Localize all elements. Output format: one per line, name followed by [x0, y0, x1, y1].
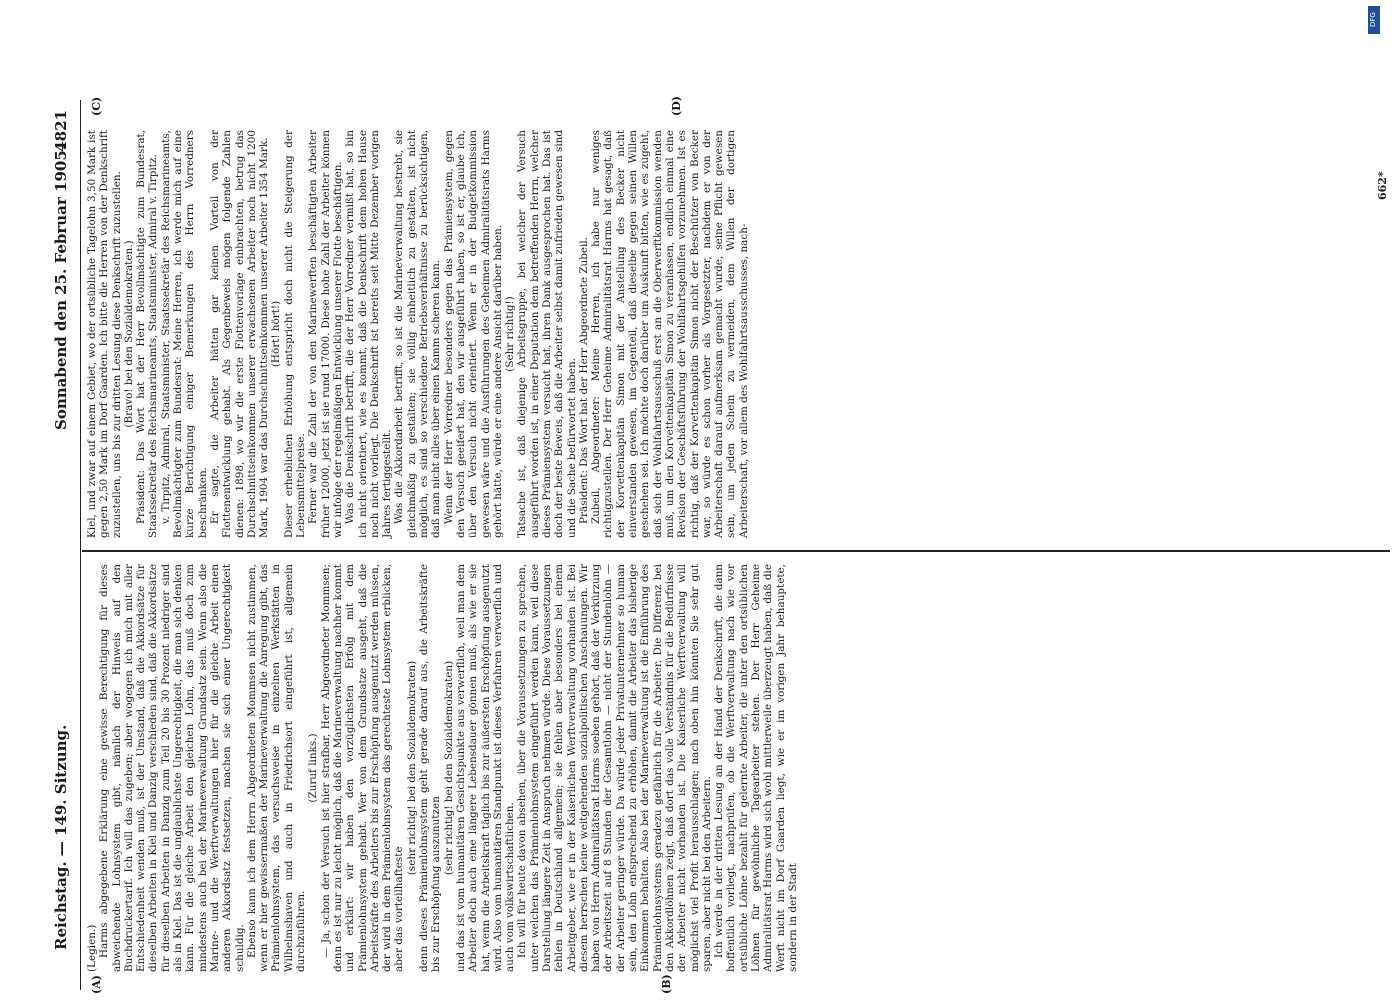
page-signature: 662*	[1376, 171, 1389, 200]
margin-marker-c: (C)	[90, 96, 103, 116]
paragraph: Tatsache ist, daß diejenige Arbeitsgruppe, bei welcher der Versuch ausgeführt worden ist, in einer Deputation dem betreffenden Herrn, welcher dieses Prämiensystem versucht hat, ihren Dank ausgesprochen hat. Das ist doch der beste Beweis, daß die Arbeiter selbst damit zufrieden gewesen sind und die Sache befürwortet haben.	[516, 130, 578, 538]
paragraph: Er sagte, die Arbeiter hätten gar keinen Vorteil von der Flottenentwicklung gehabt. Als Gegenbeweis mögen folgende Zahlen dienen: 1898, wo wir die erste Flottenvorlage einbrachten, betrug das Durchschnittseinkommen unserer erwachsenen Arbeiter noch nicht 1200 Mark, 1904 war das Durchschnittseinkommen unserer Arbeiter 1354 Mark.	[208, 130, 271, 538]
interjection: (sehr richtig! bei den Sozialdemokraten)	[442, 660, 455, 876]
margin-marker-d: (D)	[670, 96, 683, 116]
paragraph: Präsident: Das Wort hat der Herr Bevollmächtigte zum Bundesrat, Staatssekretär des Reichsmarineamts, Staatsminister, Admiral v. Tirpitz.	[135, 130, 160, 538]
paragraph: denn dieses Prämienlohnsystem geht gerade darauf aus, die Arbeitskräfte bis zur Erschöpfung auszunutzen	[418, 564, 443, 972]
margin-marker-b: (B)	[660, 974, 673, 994]
page-number: 4821	[52, 110, 70, 152]
margin-marker-a: (A)	[90, 975, 103, 994]
paragraph: Ebenso kann ich dem Herrn Abgeordneten Mommsen nicht zustimmen, wenn er hier gewissermaßen der Marineverwaltung die Anregung gibt, das Prämienlohnsystem, das versuchsweise in einzelnen Werkstätten in Wilhelmshaven und auch in Friedrichsort eingeführt ist, allgemein durchzuführen.	[245, 564, 308, 972]
right-column	[86, 130, 1388, 538]
paragraph: v. Tirpitz, Admiral, Staatsminister, Staatssekretär des Reichsmarineamts, Bevollmächtigter zum Bundesrat: Meine Herren, ich werde mich auf eine kurze Berichtigung einiger Bemerkungen des Herrn Vorredners beschränken.	[159, 130, 209, 538]
header-date: Sonnabend den 25. Februar 1905.	[52, 145, 70, 430]
header-rule	[80, 100, 81, 990]
paragraph: Präsident: Das Wort hat der Herr Abgeordnete Zubeil.	[577, 237, 590, 524]
interjection: (Bravo! bei den Sozialdemokraten.)	[122, 240, 135, 428]
paragraph: Ich werde in der dritten Lesung an der Hand der Denkschrift, die dann hoffentlich vorliegt, nachprüfen, ob die Werftverwaltung nach wie vor ortsübliche Löhne bezahlt für gelernte Arbeiter, die unter den ortsüblichen Löhnen für gewöhnliche Tagearbeiter stehen. Der Herr Geheime Admiralitätsrat Harms wird sich wohl mittlerweile überzeugt haben, daß die Werft nicht im Dorf Gaarden liegt, wie er im vorigen Jahr behauptete, sondern in der Stadt	[713, 564, 799, 972]
header-session: Reichstag. — 149. Sitzung.	[52, 724, 70, 950]
speaker-tag: (Legien.)	[86, 924, 98, 972]
interjection: (Hört! hört!)	[270, 300, 283, 368]
interjection: (Sehr richtig!)	[504, 296, 517, 372]
dfg-logo: DFG	[1368, 6, 1380, 34]
paragraph: Was die Akkordarbeit betrifft, so ist die Marineverwaltung bestrebt, sie gleichmäßig zu gestalten; sie völlig einheitlich zu gestalten, ist nicht möglich, es sind so verschiedene Betriebsverhältnisse zu berücksichtigen, daß man nicht alles über einen Kamm scheren kann.	[393, 130, 443, 538]
paragraph: Was die Denkschrift betrifft, die der Herr Vorredner vermißt hat, so bin ich nicht orientiert, wie es kommt, daß die Denkschrift dem hohen Hause noch nicht vorliegt. Die Denkschrift ist bereits seit Mitte Dezember vorigen Jahres fertiggestellt.	[344, 130, 394, 538]
page-header	[46, 100, 80, 990]
paragraph: Ich will für heute davon absehen, über die Voraussetzungen zu sprechen, unter welchen das Prämienlohnsystem eingeführt werden kann, weil diese Darstellung längere Zeit in Anspruch nehmen würde. Diese Voraussetzungen fehlen in Deutschland allgemein; sie fehlen aber besonders bei einem Arbeitgeber, wie er in der Kaiserlichen Werftverwaltung vorhanden ist. Bei diesem herrschen keine weitgehenden sozialpolitischen Anschauungen. Wir haben von Herrn Admiralitätsrat Harms soeben gehört, daß der Verkürzung der Arbeitszeit auf 8 Stunden der Gesamtlohn — nicht der Stundenlohn — der Arbeiter geringer würde. Da würde jeder Privatunternehmer so human sein, den Lohn entsprechend zu erhöhen, damit die Arbeiter das bisherige Einkommen behalten. Also bei der Marineverwaltung ist die Einführung des Prämienlohnsystems geradezu gefährlich für die Arbeiter. Die Differenz bei den Akkordlöhnen zeigt, daß dort das volle Verständnis für die Bedürfnisse der Arbeiter nicht vorhanden ist. Die Kaiserliche Werftverwaltung will möglichst viel Profit herausschlagen; nach oben hin könnten Sie sehr gut sparen, aber nicht bei den Arbeitern.	[516, 564, 713, 972]
paragraph: Harms abgegebene Erklärung eine gewisse Berechtigung für dieses abweichende Lohnsystem gibt, nämlich der Hinweis auf den Buchdruckertarif. Ich will das zugeben; aber wogegen ich mich mit aller Entschiedenheit wenden muß, ist der Umstand, daß die Akkordsätze für dieselben Arbeiten in Kiel und Danzig verschieden sind, daß die Akkordsätze für dieselben Arbeiten in Danzig zum Teil 20 bis 30 Prozent niedriger sind als in Kiel. Das ist die unglaublichste Ungerechtigkeit, die man sich denken kann. Für die gleiche Arbeit den gleichen Lohn, das muß doch zum mindestens auch bei der Marineverwaltung Grundsatz sein. Wenn also die Marine- und die Werftverwaltungen hier für die gleiche Arbeit einen anderen Akkordsatz festsetzen, machen sie sich einer Ungerechtigkeit schuldig.	[98, 564, 246, 972]
interjection: (sehr richtig! bei den Sozialdemokraten)	[405, 660, 418, 876]
left-column	[86, 564, 1388, 972]
newspaper-page	[40, 90, 1400, 1000]
paragraph: Zubeil, Abgeordneter: Meine Herren, ich habe nur weniges richtigzustellen. Der Herr Geheime Admiralitätsrat Harms hat gesagt, daß der Korvettenkapitän Simon mit der Anstellung des Becker nicht einverstanden gewesen, im Gegenteil, daß dieselbe gegen seinen Willen geschehen sei. Ich möchte doch darüber um Auskunft bitten, wie es zugeht, daß sich der Wohlfahrtsausschuß erst an die Oberwerftkommission wenden muß, um den Korvettenkapitän Simon zu veranlassen, endlich einmal eine Revision der Geschäftsführung der Wohlfahrtsgehilfen vorzunehmen. Ist es richtig, daß der Korvettenkapitän Simon nicht der Beschützer von Becker war, so würde es schon vorher als Vorgesetzter, nachdem er von der Arbeiterschaft darauf aufmerksam gemacht wurde, seine Pflicht gewesen sein, um jeden Schein zu vermeiden, dem Willen der dortigen Arbeiterschaft, vor allem des Wohlfahrtsausschusses, nach-	[590, 130, 750, 538]
column-divider	[82, 550, 1390, 552]
paragraph: und das ist vom humanitären Gesichtspunkte aus verwerflich, weil man dem Arbeiter doch auch eine längere Lebensdauer gönnen muß, als wie er sie hat, wenn die Arbeitskraft täglich bis zur äußersten Erschöpfung ausgenutzt wird. Also vom humanitären Standpunkt ist dieses Verfahren verwerflich und auch vom volkswirtschaftlichen.	[454, 564, 517, 972]
paragraph: Dieser erheblichen Erhöhung entspricht doch nicht die Steigerung der Lebensmittelpreise.	[282, 130, 308, 538]
paragraph: Ferner war die Zahl der von den Marinewerften beschäftigten Arbeiter früher 12000, jetzt ist sie rund 17000. Diese hohe Zahl der Arbeiter können wir infolge der regelmäßigen Entwicklung unserer Flotte beschäftigen.	[307, 130, 344, 538]
interjection: (Zuruf links.)	[307, 733, 320, 803]
paragraph: Wenn der Herr Vorredner besonders gegen das Prämiensystem, gegen den Versuch geeifert hat, den wir ausgeführt haben, so ist er, glaube ich, über den Versuch nicht orientiert. Wenn er in der Budgetkommission gewesen wäre und die Ausführungen des Geheimen Admiralitätsrats Harms gehört hätte, würde er eine andere Ansicht darüber haben.	[442, 130, 504, 538]
paragraph: Kiel, und zwar auf einem Gebiet, wo der ortsübliche Tagelohn 3,50 Mark ist gegen 2,50 Mark im Dorf Gaarden. Ich bitte die Herren von der Denkschrift zuzustellen, uns bis zur dritten Lesung diese Denkschrift zuzustellen.	[86, 130, 123, 538]
paragraph: — Ja, schon der Versuch ist hier strafbar, Herr Abgeordneter Mommsen; denn es ist nur zu leicht möglich, daß die Marineverwaltung nachher kommt und erklärt: wir haben den vorzüglichsten Erfolg mit dem Prämienlohnsystem gehabt. Wer von dem Grundsatze ausgeht, daß die Arbeitskräfte des Arbeiters bis zur Erschöpfung ausgenutzt werden müssen, der wird in dem Prämienlohnsystem das gerechteste Lohnsystem erblicken, aber das vorteilhafteste	[319, 564, 406, 972]
